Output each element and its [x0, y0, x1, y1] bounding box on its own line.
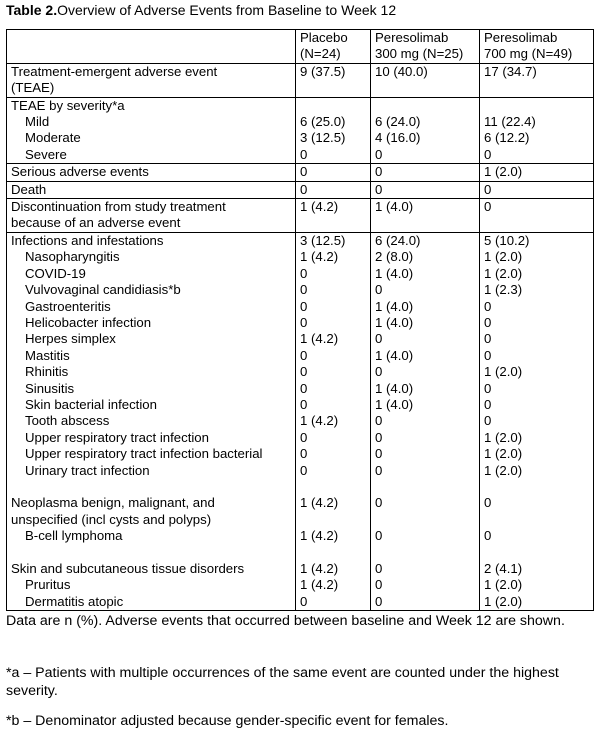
- cell-line: 1 (4.0): [375, 396, 414, 412]
- header-cell: [371, 30, 480, 64]
- cell-line: Gastroenteritis: [25, 298, 111, 314]
- cell-line: Infections and infestations: [11, 232, 164, 248]
- cell-line: 0: [484, 413, 492, 429]
- cell-line: 1 (2.0): [484, 164, 523, 180]
- cell-line: Neoplasma benign, malignant, and: [11, 495, 215, 511]
- cell-line: 2 (4.1): [484, 560, 523, 576]
- cell-line: [300, 545, 370, 561]
- cell-line: 0: [300, 593, 308, 609]
- cell-line: [300, 98, 370, 114]
- cell-line: 0: [300, 347, 308, 363]
- cell-line: [11, 46, 295, 62]
- cell-line: Death: [11, 181, 47, 197]
- value-cell: [371, 63, 480, 97]
- cell-line: 1 (4.0): [375, 199, 414, 215]
- table-row: [7, 164, 594, 181]
- value-cell: [480, 63, 594, 97]
- cell-line: Rhinitis: [25, 364, 69, 380]
- cell-line: Nasopharyngitis: [25, 249, 120, 265]
- cell-line: 0: [300, 146, 308, 162]
- cell-line: 1 (2.0): [484, 462, 523, 478]
- cell-line: 1 (2.0): [484, 593, 523, 609]
- cell-line: 0: [375, 282, 383, 298]
- cell-line: 4 (16.0): [375, 130, 421, 146]
- value-cell: [371, 232, 480, 610]
- value-cell: [296, 63, 371, 97]
- cell-line: 300 mg (N=25): [375, 46, 464, 62]
- cell-line: 0: [484, 181, 492, 197]
- cell-line: 1 (4.2): [300, 413, 339, 429]
- footnote-denominator: *b – Denominator adjusted because gender-specific event for females.: [6, 713, 449, 729]
- cell-line: Peresolimab: [484, 30, 558, 45]
- cell-line: 0: [300, 429, 308, 445]
- cell-line: Peresolimab: [375, 30, 449, 45]
- cell-line: Treatment-emergent adverse event: [11, 63, 218, 79]
- cell-line: 1 (4.0): [375, 314, 414, 330]
- cell-line: 0: [300, 298, 308, 314]
- cell-line: 5 (10.2): [484, 232, 530, 248]
- cell-line: 1 (4.0): [375, 265, 414, 281]
- cell-line: Tooth abscess: [25, 413, 110, 429]
- cell-line: 0: [375, 429, 383, 445]
- cell-line: 1 (4.2): [300, 560, 339, 576]
- cell-line: Herpes simplex: [25, 331, 116, 347]
- cell-line: 1 (4.2): [300, 495, 339, 511]
- cell-line: 0: [375, 331, 383, 347]
- cell-line: 0: [300, 396, 308, 412]
- cell-line: 1 (4.2): [300, 331, 339, 347]
- cell-line: 1 (2.0): [484, 364, 523, 380]
- cell-line: 11 (22.4): [484, 114, 536, 130]
- event-cell: [7, 164, 296, 181]
- header-row: [7, 30, 594, 64]
- cell-line: Severe: [25, 146, 67, 162]
- cell-line: 0: [300, 164, 308, 180]
- table-header: [7, 30, 594, 64]
- value-cell: [371, 199, 480, 233]
- cell-line: Skin and subcutaneous tissue disorders: [11, 560, 245, 576]
- cell-line: 0: [484, 528, 492, 544]
- cell-line: 1 (2.0): [484, 577, 523, 593]
- cell-line: 1 (2.0): [484, 446, 523, 462]
- table-row: [7, 63, 594, 97]
- cell-line: 0: [484, 314, 492, 330]
- table-body: [7, 63, 594, 610]
- cell-line: 0: [375, 462, 383, 478]
- value-cell: [371, 181, 480, 198]
- cell-line: [484, 545, 593, 561]
- header-cell: [480, 30, 594, 64]
- cell-line: [484, 479, 593, 495]
- cell-line: 0: [375, 413, 383, 429]
- cell-line: 0: [484, 298, 492, 314]
- cell-line: 1 (2.3): [484, 282, 523, 298]
- footnote-data-note: Data are n (%). Adverse events that occurred between baseline and Week 12 are shown.: [6, 613, 565, 629]
- cell-line: 0: [300, 446, 308, 462]
- cell-line: 6 (24.0): [375, 232, 421, 248]
- cell-line: 0: [484, 380, 492, 396]
- value-cell: [371, 97, 480, 164]
- cell-line: Helicobacter infection: [25, 314, 152, 330]
- cell-line: 0: [484, 146, 492, 162]
- cell-line: Urinary tract infection: [25, 462, 150, 478]
- adverse-events-table: [6, 29, 594, 611]
- cell-line: [484, 98, 593, 114]
- cell-line: unspecified (incl cysts and polyps): [11, 511, 212, 527]
- table-row: [7, 181, 594, 198]
- cell-line: Serious adverse events: [11, 164, 149, 180]
- table-row: [7, 232, 594, 610]
- value-cell: [296, 199, 371, 233]
- cell-line: 0: [300, 314, 308, 330]
- cell-line: Upper respiratory tract infection: [25, 429, 209, 445]
- cell-line: Vulvovaginal candidiasis*b: [25, 282, 181, 298]
- cell-line: 6 (24.0): [375, 114, 421, 130]
- cell-line: Moderate: [25, 130, 81, 146]
- cell-line: 0: [375, 164, 383, 180]
- event-cell: [7, 199, 296, 233]
- cell-line: [375, 479, 479, 495]
- header-cell: [7, 30, 296, 64]
- cell-line: 1 (2.0): [484, 265, 523, 281]
- cell-line: 0: [300, 380, 308, 396]
- cell-line: 1 (2.0): [484, 429, 523, 445]
- cell-line: Mastitis: [25, 347, 70, 363]
- cell-line: [300, 479, 370, 495]
- value-cell: [480, 181, 594, 198]
- cell-line: 9 (37.5): [300, 63, 346, 79]
- cell-line: 3 (12.5): [300, 232, 346, 248]
- cell-line: (N=24): [300, 46, 341, 62]
- event-cell: [7, 97, 296, 164]
- cell-line: Mild: [25, 114, 50, 130]
- cell-line: (TEAE): [11, 80, 55, 96]
- header-cell: [296, 30, 371, 64]
- cell-line: 1 (4.2): [300, 249, 339, 265]
- cell-line: 1 (4.2): [300, 199, 339, 215]
- cell-line: 0: [300, 364, 308, 380]
- cell-line: Dermatitis atopic: [25, 593, 124, 609]
- cell-line: Skin bacterial infection: [25, 396, 157, 412]
- cell-line: 0: [375, 560, 383, 576]
- cell-line: 0: [484, 495, 492, 511]
- cell-line: 0: [375, 446, 383, 462]
- cell-line: COVID-19: [25, 265, 86, 281]
- cell-line: Sinusitis: [25, 380, 75, 396]
- cell-line: 1 (4.2): [300, 528, 339, 544]
- cell-line: 1 (2.0): [484, 249, 523, 265]
- value-cell: [480, 232, 594, 610]
- value-cell: [371, 164, 480, 181]
- cell-line: 0: [375, 364, 383, 380]
- table-title-text: Overview of Adverse Events from Baseline to Week 12: [57, 2, 397, 18]
- table-row: [7, 199, 594, 233]
- cell-line: Upper respiratory tract infection bacterial: [25, 446, 263, 462]
- value-cell: [296, 232, 371, 610]
- event-cell: [7, 181, 296, 198]
- cell-line: [375, 98, 479, 114]
- event-cell: [7, 232, 296, 610]
- cell-line: 3 (12.5): [300, 130, 346, 146]
- cell-line: TEAE by severity*a: [11, 97, 125, 113]
- cell-line: 0: [484, 347, 492, 363]
- cell-line: Discontinuation from study treatment: [11, 199, 226, 215]
- cell-line: [11, 479, 295, 495]
- cell-line: 0: [375, 528, 383, 544]
- cell-line: 1 (4.0): [375, 298, 414, 314]
- cell-line: 0: [375, 495, 383, 511]
- table-row: [7, 97, 594, 164]
- value-cell: [480, 199, 594, 233]
- cell-line: [375, 512, 479, 528]
- event-cell: [7, 63, 296, 97]
- cell-line: 0: [484, 331, 492, 347]
- cell-line: [11, 30, 295, 46]
- value-cell: [480, 97, 594, 164]
- cell-line: 2 (8.0): [375, 249, 414, 265]
- cell-line: 0: [484, 199, 492, 215]
- cell-line: 0: [375, 577, 383, 593]
- value-cell: [296, 164, 371, 181]
- cell-line: 17 (34.7): [484, 63, 537, 79]
- cell-line: [300, 512, 370, 528]
- cell-line: 6 (25.0): [300, 114, 346, 130]
- cell-line: 1 (4.0): [375, 380, 414, 396]
- cell-line: 0: [300, 462, 308, 478]
- value-cell: [296, 181, 371, 198]
- cell-line: because of an adverse event: [11, 215, 181, 231]
- cell-line: [11, 545, 295, 561]
- cell-line: 6 (12.2): [484, 130, 530, 146]
- value-cell: [480, 164, 594, 181]
- cell-line: 1 (4.0): [375, 347, 414, 363]
- table-title: [6, 2, 596, 19]
- cell-line: [375, 545, 479, 561]
- value-cell: [296, 97, 371, 164]
- footnote-severity: *a – Patients with multiple occurrences of the same event are counted under the highest severity.: [6, 665, 559, 699]
- cell-line: Placebo: [300, 30, 348, 45]
- cell-line: B-cell lymphoma: [25, 528, 123, 544]
- cell-line: 0: [300, 265, 308, 281]
- cell-line: 700 mg (N=49): [484, 46, 573, 62]
- cell-line: 0: [375, 146, 383, 162]
- cell-line: 1 (4.2): [300, 577, 339, 593]
- cell-line: 0: [484, 396, 492, 412]
- cell-line: 10 (40.0): [375, 63, 428, 79]
- table-title-label: Table 2.: [6, 2, 58, 18]
- cell-line: 0: [375, 593, 383, 609]
- cell-line: 0: [300, 181, 308, 197]
- cell-line: Pruritus: [25, 577, 71, 593]
- cell-line: 0: [300, 282, 308, 298]
- cell-line: [484, 512, 593, 528]
- cell-line: 0: [375, 181, 383, 197]
